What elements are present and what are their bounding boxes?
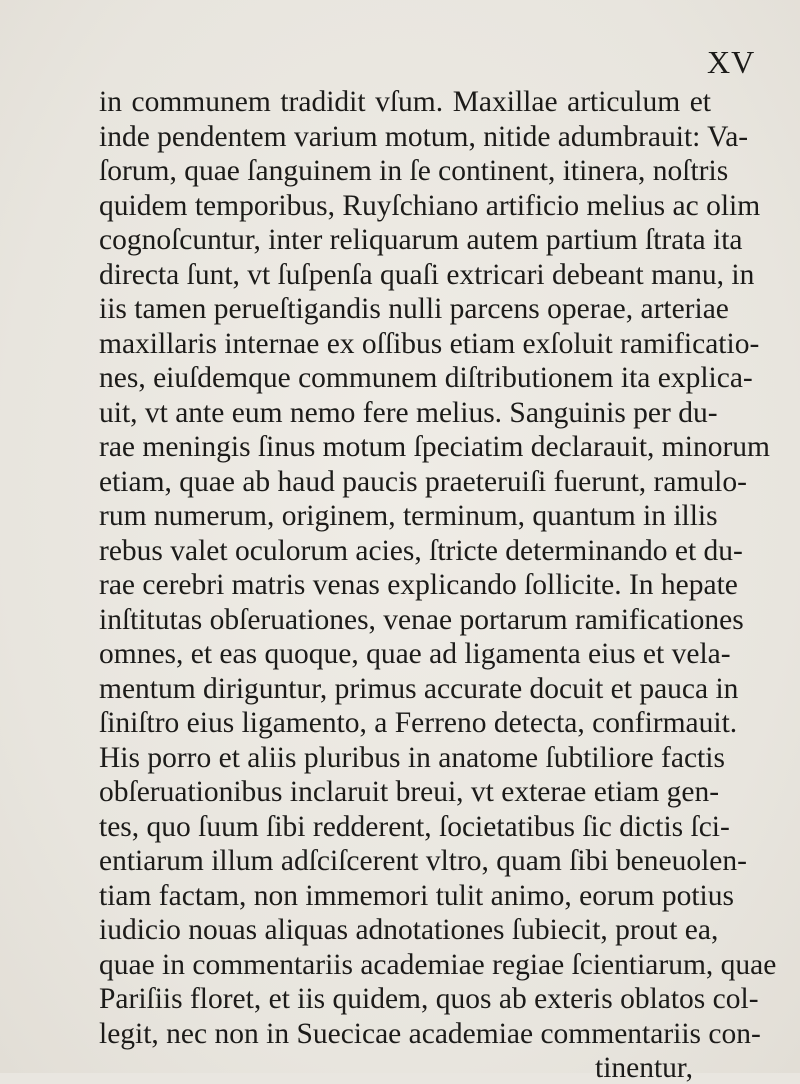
text-line: in communem tradidit vſum. Maxillae articulum et [99,86,711,118]
text-line: directa ſunt, vt ſuſpenſa quaſi extricari debeant manu, in [99,258,755,291]
text-line: omnes, et eas quoque, quae ad ligamenta eius et vela- [99,638,731,670]
text-line: maxillaris internae ex oſſibus etiam exſoluit ramificatio- [99,327,760,360]
text-line: rae cerebri matris venas explicando ſollicite. In hepate [99,569,738,601]
text-line: legit, nec non in Suecicae academiae commentariis con- [99,1017,761,1050]
text-line: tiam factam, non immemori tulit animo, eorum potius [99,879,734,912]
text-line: Pariſiis floret, et iis quidem, quos ab exteris oblatos col- [99,983,759,1015]
text-line: His porro et aliis pluribus in anatome ſubtiliore factis [99,741,725,774]
text-line: rebus valet oculorum acies, ſtricte determinando et du- [99,534,743,567]
text-line: rum numerum, originem, terminum, quantum in illis [99,500,718,532]
text-line: iis tamen perueſtigandis nulli parcens operae, arteriae [99,293,729,325]
page-number: XV [707,44,756,80]
text-line: uit, vt ante eum nemo fere melius. Sanguinis per du- [99,396,718,429]
text-line: tes, quo ſuum ſibi redderent, ſocietatibus ſic dictis ſci- [99,810,730,843]
text-line: cognoſcuntur, inter reliquarum autem partium ſtrata ita [99,224,743,256]
text-line: obſeruationibus inclaruit breui, vt exterae etiam gen- [99,776,720,808]
catchword: tinentur, [595,1052,693,1084]
text-line: inde pendentem varium motum, nitide adumbrauit: Va- [99,120,749,153]
text-line: nes, eiuſdemque communem diſtributionem ita explica- [99,362,753,394]
text-line: inſtitutas obſeruationes, venae portarum ramificationes [99,603,744,636]
text-line: ſiniſtro eius ligamento, a Ferreno detecta, confirmauit. [99,707,738,739]
text-line: mentum diriguntur, primus accurate docuit et pauca in [99,672,739,705]
text-line: etiam, quae ab haud paucis praeteruiſi fuerunt, ramulo- [99,465,747,498]
text-line: quae in commentariis academiae regiae ſcientiarum, quae [99,948,777,981]
text-line: rae meningis ſinus motum ſpeciatim declarauit, minorum [99,431,770,463]
text-line: entiarum illum adſciſcerent vltro, quam ſibi beneuolen- [99,845,747,877]
text-line: iudicio nouas aliquas adnotationes ſubiecit, prout ea, [99,914,719,946]
text-line: quidem temporibus, Ruyſchiano artificio melius ac olim [99,189,761,222]
text-line: ſorum, quae ſanguinem in ſe continent, itinera, noſtris [99,155,729,187]
